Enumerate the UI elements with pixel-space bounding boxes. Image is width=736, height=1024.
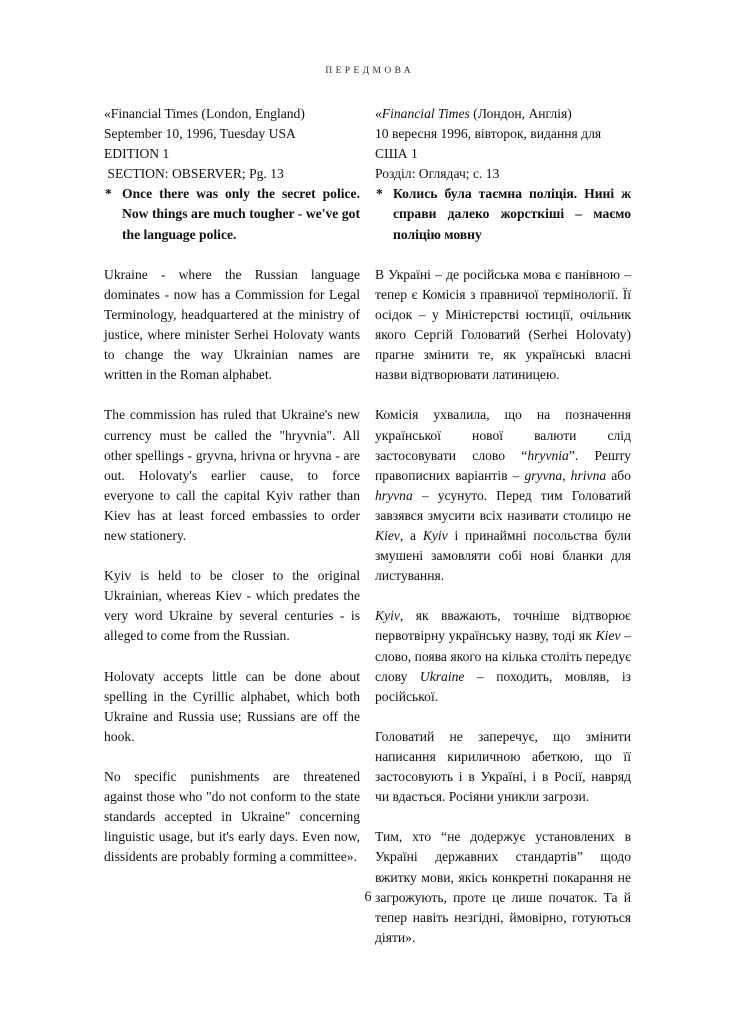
body-paragraph: Тим, хто “не додержує установлених в Україні державних стандартів” щодо вжитку мови, якісь конкретні покарання не загрожують, проте це лише початок. Та й тепер навіть незгідні, ймовірно, готуються діяти». — [375, 829, 631, 945]
page-number: 6 — [364, 889, 372, 905]
two-column-body — [104, 104, 632, 948]
paragraph-spacer — [375, 586, 631, 606]
italic-term: Kiev — [595, 628, 621, 644]
text-run: – походить, мовляв, із російської. — [375, 668, 631, 704]
italic-term: Kyiv — [422, 527, 448, 543]
headline-text: Колись була таємна поліція. Нині ж справи далеко жорсткіші – маємо поліцію мовну — [393, 186, 631, 242]
paragraph-spacer — [104, 546, 360, 566]
left-column-english — [104, 104, 360, 948]
headline-text: Once there was only the secret police. Now things are much tougher - we've got the language police. — [122, 186, 360, 242]
text-run: , — [562, 467, 571, 483]
body-paragraph: Holovaty accepts little can be done about spelling in the Cyrillic alphabet, which both Ukraine and Russia use; Russians are off the hook. — [104, 668, 360, 744]
italic-term: hryvna — [375, 487, 413, 503]
paragraph-spacer — [375, 807, 631, 827]
body-paragraph — [375, 606, 631, 706]
article-headline-english — [104, 184, 360, 244]
paragraph-spacer — [375, 707, 631, 727]
masthead-line-edition: США 1 — [375, 146, 418, 162]
italic-term: Kyiv — [375, 608, 400, 624]
italic-term: hryvnia — [527, 447, 569, 463]
text-run: – слово, поява якого на кілька століть передує слову — [375, 628, 631, 684]
italic-term: hrivna — [570, 467, 607, 483]
article-headline-ukrainian — [375, 184, 631, 244]
right-column-ukrainian — [375, 104, 631, 948]
body-paragraph: В Україні – де російська мова є панівною – тепер є Комісія з правничої термінології. Її осідок – у Міністерстві юстиції, очільник якого Сергій Головатий (Serhei Holovaty) прагне змінити те, як українські власні назви відтворювати латиницею. — [375, 266, 631, 383]
masthead-line-publication — [375, 104, 631, 124]
text-run: , як вважають, точніше відтворює первотвірну українську назву, тоді як — [375, 608, 631, 644]
text-run: , а — [399, 527, 423, 543]
paragraph-spacer — [375, 245, 631, 265]
bullet-star-icon: * — [376, 186, 383, 202]
italic-term: Kiev — [375, 527, 400, 543]
body-paragraph: No specific punishments are threatened against those who "do not conform to the state standards accepted in Ukraine" concerning linguistic usage, but it's early days. Even now, dissidents are probably forming a committee». — [104, 769, 360, 865]
body-paragraph: Kyiv is held to be closer to the original Ukrainian, whereas Kiev - which predates the very word Ukraine by several centuries - is alleged to come from the Russian. — [104, 568, 360, 644]
paragraph-spacer — [104, 747, 360, 767]
paragraph-spacer — [104, 245, 360, 265]
masthead-line-section: Розділ: Оглядач; с. 13 — [375, 166, 500, 182]
body-paragraph: The commission has ruled that Ukraine's new currency must be called the "hryvnia". All other spellings - gryvna, hrivna or hryvna - are out. Holovaty's earlier cause, to force everyone to call the capital Kyiv rather than Kiev has at least forced embassies to order new stationery. — [104, 407, 360, 543]
publication-title: Financial Times — [381, 106, 470, 121]
text-run: ”. Решту правописних варіантів – — [375, 447, 631, 483]
masthead-line-date: September 10, 1996, Tuesday USA — [104, 126, 296, 142]
masthead-line-date: 10 вересня 1996, вівторок, видання для — [375, 126, 602, 142]
italic-term: gryvna — [524, 467, 563, 483]
paragraph-spacer — [104, 647, 360, 667]
publication-location: (Лондон, Англія) — [469, 106, 572, 121]
text-run: Комісія ухвалила, що на позначення української нової валюти слід застосовувати слово “ — [375, 407, 631, 463]
text-run: або — [606, 467, 631, 483]
masthead-line-edition: EDITION 1 — [104, 146, 170, 162]
italic-term: Ukraine — [419, 668, 465, 684]
paragraph-spacer — [104, 385, 360, 405]
text-run: – усунуто. Перед тим Головатий завзявся змусити всіх називати столицю не — [375, 487, 631, 523]
masthead-line-section: SECTION: OBSERVER; Pg. 13 — [104, 166, 284, 182]
masthead-line-publication: «Financial Times (London, England) — [104, 106, 305, 121]
text-run: і принаймні посольства були змушені замовляти собі нові бланки для листування. — [375, 527, 631, 584]
body-paragraph: Головатий не заперечує, що змінити написання кириличною абеткою, що її застосовують і в Україні, і в Росії, навряд чи вдасться. Росіяни уникли загрози. — [375, 728, 631, 805]
body-paragraph: Ukraine - where the Russian language dominates - now has a Commission for Legal Terminology, headquartered at the ministry of justice, where minister Serhei Holovaty wants to change the way Ukrainian names are written in the Roman alphabet. — [104, 266, 360, 383]
running-head: ПЕРЕДМОВА — [325, 66, 415, 76]
body-paragraph — [375, 405, 631, 586]
paragraph-spacer — [375, 385, 631, 405]
quote-open: « — [375, 106, 382, 121]
bullet-star-icon: * — [105, 186, 112, 202]
